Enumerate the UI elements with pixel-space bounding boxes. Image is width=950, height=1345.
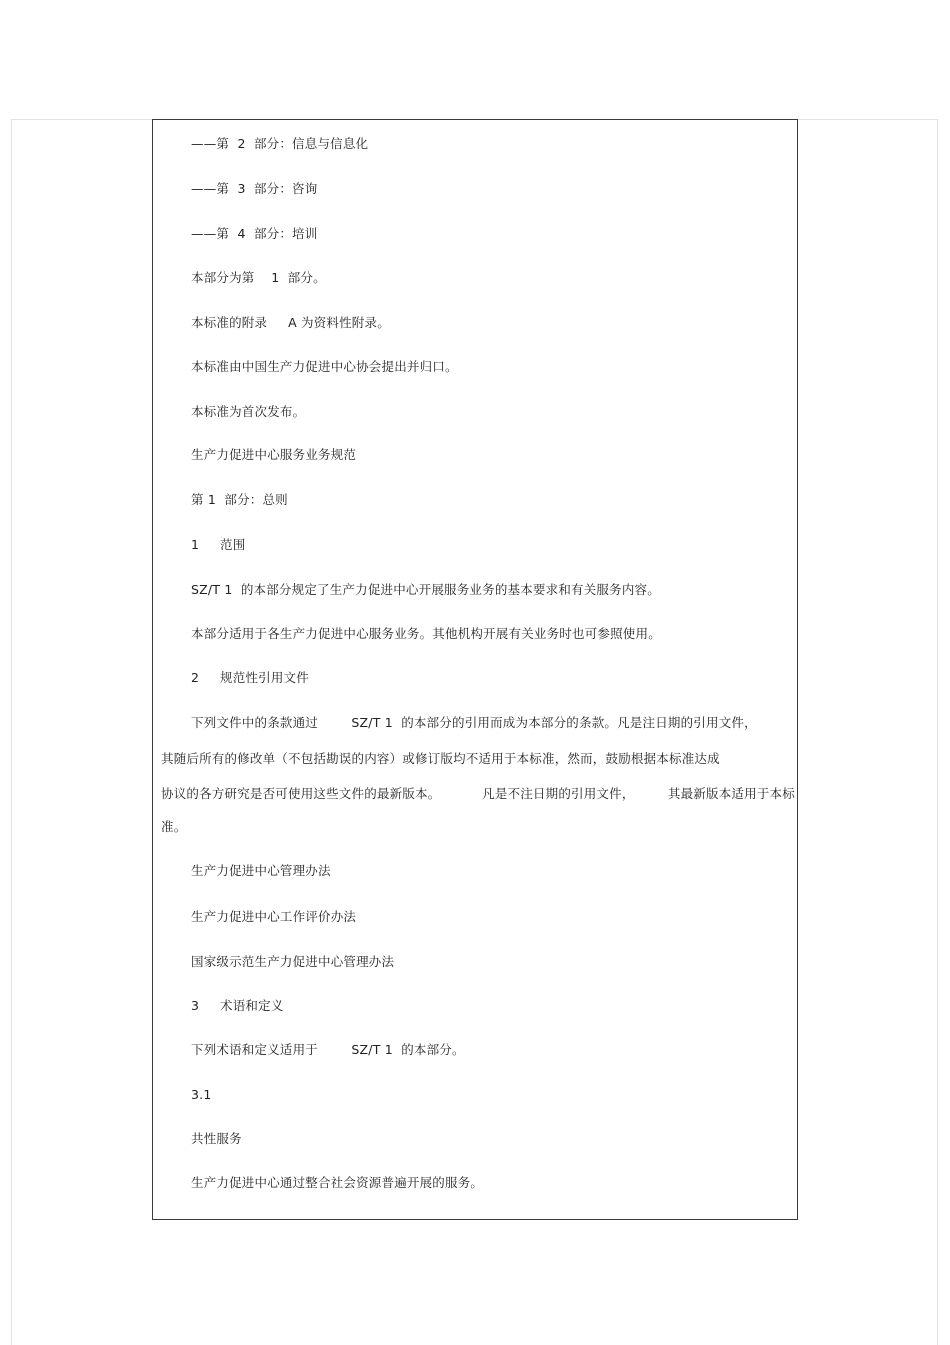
reference-item-3: 国家级示范生产力促进中心管理办法: [191, 954, 395, 969]
scope-paragraph-2: 本部分适用于各生产力促进中心服务业务。其他机构开展有关业务时也可参照使用。: [191, 626, 661, 641]
doc-title: 生产力促进中心服务业务规范: [191, 447, 357, 462]
section-heading-terms: 3 术语和定义: [191, 998, 284, 1013]
document-frame: [152, 119, 798, 1220]
references-paragraph-line-2: 其随后所有的修改单（不包括勘误的内容）或修订版均不适用于本标准，然而，鼓励根据本标准达成: [161, 751, 720, 766]
term-number: 3.1: [191, 1087, 212, 1102]
doc-line-part-3: ——第 3 部分：咨询: [191, 181, 318, 196]
doc-line-this-part: 本部分为第 1 部分。: [191, 270, 326, 285]
doc-line-first-release: 本标准为首次发布。: [191, 404, 306, 419]
term-definition: 生产力促进中心通过整合社会资源普遍开展的服务。: [191, 1175, 484, 1190]
doc-line-part-2: ——第 2 部分：信息与信息化: [191, 136, 369, 151]
references-paragraph-line-1: 下列文件中的条款通过 SZ/T 1 的本部分的引用而成为本部分的条款。凡是注日期的引用文件，: [191, 715, 757, 730]
scope-paragraph-1: SZ/T 1 的本部分规定了生产力促进中心开展服务业务的基本要求和有关服务内容。: [191, 582, 660, 597]
reference-item-2: 生产力促进中心工作评价办法: [191, 909, 357, 924]
doc-line-appendix: 本标准的附录 A 为资料性附录。: [191, 315, 390, 330]
reference-item-1: 生产力促进中心管理办法: [191, 863, 331, 878]
section-heading-references: 2 规范性引用文件: [191, 670, 309, 685]
section-heading-scope: 1 范围: [191, 537, 246, 552]
terms-paragraph: 下列术语和定义适用于 SZ/T 1 的本部分。: [191, 1042, 465, 1057]
doc-line-proposed-by: 本标准由中国生产力促进中心协会提出并归口。: [191, 359, 458, 374]
doc-subtitle: 第 1 部分：总则: [191, 492, 288, 507]
references-paragraph-line-3: 协议的各方研究是否可使用这些文件的最新版本。 凡是不注日期的引用文件， 其最新版本适用于本标: [161, 786, 795, 801]
term-name: 共性服务: [191, 1131, 242, 1146]
references-paragraph-line-4: 准。: [161, 819, 187, 834]
doc-line-part-4: ——第 4 部分：培训: [191, 226, 318, 241]
